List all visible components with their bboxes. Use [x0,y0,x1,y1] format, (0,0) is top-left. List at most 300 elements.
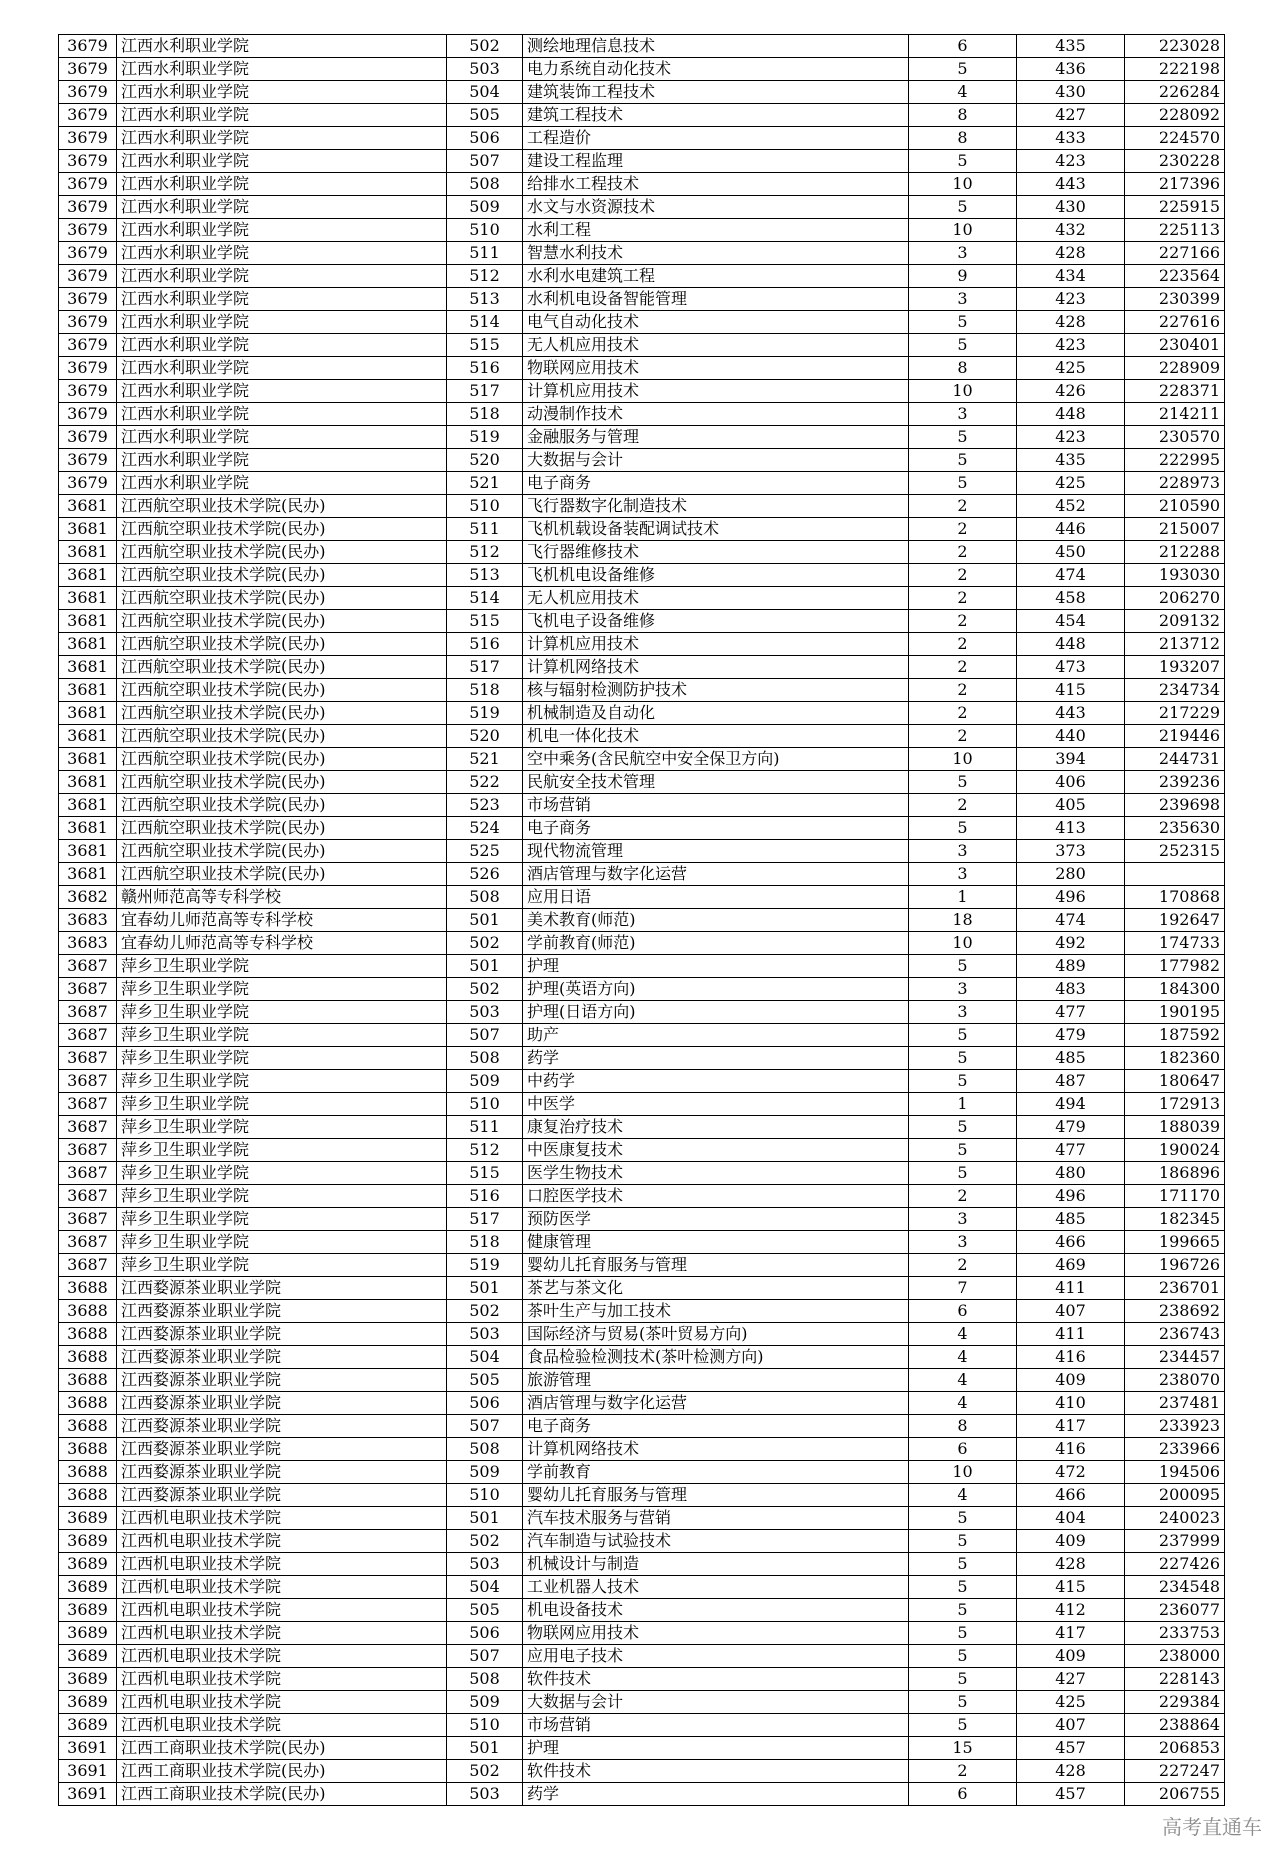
major-code-cell: 512 [447,541,523,564]
school-code-cell: 3689 [59,1691,117,1714]
school-code-cell: 3687 [59,1116,117,1139]
school-name-cell: 江西航空职业技术学院(民办) [117,518,447,541]
plan-count-cell: 5 [909,1553,1017,1576]
major-code-cell: 503 [447,1001,523,1024]
min-score-cell: 435 [1017,35,1125,58]
rank-cell: 234734 [1125,679,1225,702]
rank-cell: 228371 [1125,380,1225,403]
table-row [59,1507,1225,1530]
plan-count-cell: 2 [909,679,1017,702]
major-code-cell: 503 [447,1323,523,1346]
major-name-cell: 婴幼儿托育服务与管理 [523,1484,909,1507]
table-row [59,633,1225,656]
school-code-cell: 3679 [59,173,117,196]
plan-count-cell: 3 [909,1001,1017,1024]
major-code-cell: 514 [447,311,523,334]
table-row [59,909,1225,932]
major-code-cell: 503 [447,1783,523,1806]
major-name-cell: 软件技术 [523,1760,909,1783]
rank-cell: 237481 [1125,1392,1225,1415]
table-row [59,1116,1225,1139]
plan-count-cell: 4 [909,81,1017,104]
table-row [59,1185,1225,1208]
min-score-cell: 496 [1017,886,1125,909]
min-score-cell: 416 [1017,1346,1125,1369]
major-code-cell: 516 [447,1185,523,1208]
school-name-cell: 江西婺源茶业职业学院 [117,1346,447,1369]
school-code-cell: 3681 [59,679,117,702]
min-score-cell: 440 [1017,725,1125,748]
plan-count-cell: 10 [909,1461,1017,1484]
rank-cell: 182360 [1125,1047,1225,1070]
plan-count-cell: 5 [909,1645,1017,1668]
plan-count-cell: 5 [909,449,1017,472]
plan-count-cell: 5 [909,196,1017,219]
school-code-cell: 3687 [59,1093,117,1116]
plan-count-cell: 3 [909,242,1017,265]
table-row [59,1392,1225,1415]
plan-count-cell: 3 [909,1208,1017,1231]
major-code-cell: 504 [447,1576,523,1599]
rank-cell: 193207 [1125,656,1225,679]
school-code-cell: 3687 [59,1162,117,1185]
major-code-cell: 506 [447,1622,523,1645]
plan-count-cell: 5 [909,150,1017,173]
rank-cell: 187592 [1125,1024,1225,1047]
min-score-cell: 410 [1017,1392,1125,1415]
plan-count-cell: 5 [909,1507,1017,1530]
school-name-cell: 萍乡卫生职业学院 [117,1024,447,1047]
table-row [59,265,1225,288]
table-row [59,1714,1225,1737]
school-name-cell: 江西航空职业技术学院(民办) [117,863,447,886]
table-row [59,679,1225,702]
major-name-cell: 机械制造及自动化 [523,702,909,725]
plan-count-cell: 10 [909,219,1017,242]
min-score-cell: 474 [1017,909,1125,932]
major-name-cell: 物联网应用技术 [523,1622,909,1645]
school-name-cell: 萍乡卫生职业学院 [117,1139,447,1162]
major-code-cell: 519 [447,426,523,449]
min-score-cell: 483 [1017,978,1125,1001]
plan-count-cell: 2 [909,564,1017,587]
table-row [59,426,1225,449]
table-row [59,173,1225,196]
school-name-cell: 江西工商职业技术学院(民办) [117,1783,447,1806]
school-code-cell: 3679 [59,219,117,242]
table-row [59,380,1225,403]
major-name-cell: 大数据与会计 [523,1691,909,1714]
table-row [59,840,1225,863]
school-code-cell: 3691 [59,1737,117,1760]
school-code-cell: 3679 [59,311,117,334]
major-code-cell: 502 [447,1530,523,1553]
school-code-cell: 3679 [59,104,117,127]
plan-count-cell: 18 [909,909,1017,932]
rank-cell: 196726 [1125,1254,1225,1277]
rank-cell: 239698 [1125,794,1225,817]
major-name-cell: 护理 [523,955,909,978]
min-score-cell: 443 [1017,173,1125,196]
major-name-cell: 健康管理 [523,1231,909,1254]
rank-cell: 171170 [1125,1185,1225,1208]
school-name-cell: 江西婺源茶业职业学院 [117,1484,447,1507]
major-code-cell: 506 [447,1392,523,1415]
school-name-cell: 江西水利职业学院 [117,196,447,219]
table-row [59,1323,1225,1346]
school-code-cell: 3688 [59,1346,117,1369]
plan-count-cell: 5 [909,1691,1017,1714]
major-code-cell: 523 [447,794,523,817]
major-name-cell: 美术教育(师范) [523,909,909,932]
school-name-cell: 江西水利职业学院 [117,150,447,173]
school-code-cell: 3689 [59,1668,117,1691]
rank-cell: 240023 [1125,1507,1225,1530]
plan-count-cell: 5 [909,426,1017,449]
school-name-cell: 江西水利职业学院 [117,81,447,104]
rank-cell: 184300 [1125,978,1225,1001]
rank-cell: 180647 [1125,1070,1225,1093]
table-row [59,1001,1225,1024]
plan-count-cell: 4 [909,1323,1017,1346]
table-row [59,1484,1225,1507]
plan-count-cell: 2 [909,610,1017,633]
min-score-cell: 457 [1017,1783,1125,1806]
rank-cell: 186896 [1125,1162,1225,1185]
school-code-cell: 3679 [59,127,117,150]
major-name-cell: 飞行器数字化制造技术 [523,495,909,518]
rank-cell: 177982 [1125,955,1225,978]
table-row [59,541,1225,564]
major-name-cell: 汽车技术服务与营销 [523,1507,909,1530]
major-code-cell: 502 [447,932,523,955]
major-code-cell: 505 [447,104,523,127]
school-code-cell: 3687 [59,1024,117,1047]
school-name-cell: 江西婺源茶业职业学院 [117,1415,447,1438]
table-row [59,1254,1225,1277]
major-code-cell: 518 [447,679,523,702]
table-row [59,656,1225,679]
rank-cell: 228092 [1125,104,1225,127]
table-row [59,1208,1225,1231]
plan-count-cell: 6 [909,1783,1017,1806]
table-row [59,1369,1225,1392]
major-name-cell: 无人机应用技术 [523,587,909,610]
major-code-cell: 506 [447,127,523,150]
plan-count-cell: 1 [909,1093,1017,1116]
rank-cell: 236701 [1125,1277,1225,1300]
major-code-cell: 509 [447,1461,523,1484]
rank-cell: 252315 [1125,840,1225,863]
plan-count-cell: 3 [909,288,1017,311]
major-code-cell: 502 [447,978,523,1001]
rank-cell: 215007 [1125,518,1225,541]
school-name-cell: 萍乡卫生职业学院 [117,1185,447,1208]
rank-cell: 225915 [1125,196,1225,219]
school-name-cell: 江西航空职业技术学院(民办) [117,633,447,656]
table-row [59,472,1225,495]
major-name-cell: 市场营销 [523,1714,909,1737]
major-name-cell: 大数据与会计 [523,449,909,472]
major-name-cell: 工业机器人技术 [523,1576,909,1599]
plan-count-cell: 5 [909,1576,1017,1599]
school-code-cell: 3688 [59,1369,117,1392]
table-row [59,81,1225,104]
major-name-cell: 飞机机载设备装配调试技术 [523,518,909,541]
major-code-cell: 501 [447,1277,523,1300]
school-code-cell: 3687 [59,1139,117,1162]
plan-count-cell: 10 [909,173,1017,196]
school-name-cell: 江西航空职业技术学院(民办) [117,817,447,840]
min-score-cell: 477 [1017,1001,1125,1024]
major-code-cell: 521 [447,472,523,495]
plan-count-cell: 2 [909,633,1017,656]
min-score-cell: 373 [1017,840,1125,863]
rank-cell: 235630 [1125,817,1225,840]
major-name-cell: 机电设备技术 [523,1599,909,1622]
major-code-cell: 510 [447,495,523,518]
plan-count-cell: 6 [909,35,1017,58]
plan-count-cell: 5 [909,334,1017,357]
min-score-cell: 485 [1017,1208,1125,1231]
table-row [59,58,1225,81]
table-row [59,1530,1225,1553]
rank-cell: 228143 [1125,1668,1225,1691]
plan-count-cell: 9 [909,265,1017,288]
plan-count-cell: 2 [909,1185,1017,1208]
school-code-cell: 3679 [59,196,117,219]
min-score-cell: 466 [1017,1484,1125,1507]
min-score-cell: 411 [1017,1277,1125,1300]
rank-cell: 224570 [1125,127,1225,150]
major-name-cell: 口腔医学技术 [523,1185,909,1208]
major-code-cell: 519 [447,1254,523,1277]
school-name-cell: 江西工商职业技术学院(民办) [117,1760,447,1783]
rank-cell: 222198 [1125,58,1225,81]
school-code-cell: 3681 [59,541,117,564]
major-name-cell: 医学生物技术 [523,1162,909,1185]
min-score-cell: 487 [1017,1070,1125,1093]
major-code-cell: 501 [447,955,523,978]
rank-cell: 230401 [1125,334,1225,357]
major-name-cell: 计算机网络技术 [523,1438,909,1461]
min-score-cell: 469 [1017,1254,1125,1277]
school-name-cell: 江西水利职业学院 [117,242,447,265]
major-name-cell: 康复治疗技术 [523,1116,909,1139]
major-code-cell: 517 [447,380,523,403]
min-score-cell: 425 [1017,1691,1125,1714]
school-code-cell: 3679 [59,449,117,472]
table-row [59,610,1225,633]
admission-table [58,34,1225,1806]
major-code-cell: 526 [447,863,523,886]
school-code-cell: 3688 [59,1277,117,1300]
school-name-cell: 萍乡卫生职业学院 [117,1116,447,1139]
major-name-cell: 应用日语 [523,886,909,909]
major-code-cell: 505 [447,1599,523,1622]
school-name-cell: 江西航空职业技术学院(民办) [117,748,447,771]
rank-cell: 210590 [1125,495,1225,518]
major-name-cell: 现代物流管理 [523,840,909,863]
table-row [59,357,1225,380]
major-name-cell: 汽车制造与试验技术 [523,1530,909,1553]
plan-count-cell: 5 [909,1116,1017,1139]
major-name-cell: 动漫制作技术 [523,403,909,426]
school-code-cell: 3687 [59,1070,117,1093]
major-code-cell: 507 [447,1645,523,1668]
school-code-cell: 3689 [59,1530,117,1553]
plan-count-cell: 5 [909,1668,1017,1691]
school-name-cell: 江西水利职业学院 [117,173,447,196]
min-score-cell: 415 [1017,1576,1125,1599]
school-code-cell: 3687 [59,1185,117,1208]
school-name-cell: 江西水利职业学院 [117,311,447,334]
min-score-cell: 412 [1017,1599,1125,1622]
school-code-cell: 3681 [59,771,117,794]
table-row [59,1737,1225,1760]
plan-count-cell: 5 [909,1714,1017,1737]
major-name-cell: 电气自动化技术 [523,311,909,334]
plan-count-cell: 1 [909,886,1017,909]
school-code-cell: 3679 [59,81,117,104]
school-name-cell: 江西水利职业学院 [117,472,447,495]
plan-count-cell: 10 [909,748,1017,771]
rank-cell: 244731 [1125,748,1225,771]
rank-cell: 229384 [1125,1691,1225,1714]
min-score-cell: 457 [1017,1737,1125,1760]
plan-count-cell: 10 [909,932,1017,955]
major-code-cell: 509 [447,1070,523,1093]
school-name-cell: 江西水利职业学院 [117,127,447,150]
major-code-cell: 513 [447,288,523,311]
min-score-cell: 423 [1017,334,1125,357]
major-code-cell: 503 [447,58,523,81]
school-code-cell: 3679 [59,472,117,495]
rank-cell: 213712 [1125,633,1225,656]
table-row [59,817,1225,840]
plan-count-cell: 5 [909,1139,1017,1162]
school-name-cell: 江西水利职业学院 [117,380,447,403]
major-code-cell: 515 [447,334,523,357]
school-code-cell: 3681 [59,748,117,771]
plan-count-cell: 5 [909,1530,1017,1553]
plan-count-cell: 4 [909,1484,1017,1507]
plan-count-cell: 2 [909,1760,1017,1783]
major-name-cell: 计算机应用技术 [523,380,909,403]
school-name-cell: 江西婺源茶业职业学院 [117,1392,447,1415]
table-row [59,1093,1225,1116]
school-name-cell: 江西航空职业技术学院(民办) [117,679,447,702]
school-code-cell: 3681 [59,495,117,518]
major-name-cell: 金融服务与管理 [523,426,909,449]
school-name-cell: 江西航空职业技术学院(民办) [117,702,447,725]
major-code-cell: 505 [447,1369,523,1392]
major-name-cell: 给排水工程技术 [523,173,909,196]
rank-cell: 238692 [1125,1300,1225,1323]
table-row [59,1645,1225,1668]
min-score-cell: 485 [1017,1047,1125,1070]
major-code-cell: 501 [447,909,523,932]
major-code-cell: 501 [447,1737,523,1760]
min-score-cell: 446 [1017,518,1125,541]
major-name-cell: 工程造价 [523,127,909,150]
min-score-cell: 428 [1017,1760,1125,1783]
school-name-cell: 江西水利职业学院 [117,219,447,242]
school-name-cell: 江西机电职业技术学院 [117,1622,447,1645]
table-row [59,863,1225,886]
major-name-cell: 智慧水利技术 [523,242,909,265]
school-code-cell: 3688 [59,1392,117,1415]
school-name-cell: 江西机电职业技术学院 [117,1691,447,1714]
major-code-cell: 517 [447,656,523,679]
min-score-cell: 479 [1017,1116,1125,1139]
rank-cell: 172913 [1125,1093,1225,1116]
major-code-cell: 513 [447,564,523,587]
min-score-cell: 417 [1017,1622,1125,1645]
table-row [59,1047,1225,1070]
min-score-cell: 425 [1017,472,1125,495]
table-row [59,219,1225,242]
plan-count-cell: 4 [909,1346,1017,1369]
major-name-cell: 建筑装饰工程技术 [523,81,909,104]
major-name-cell: 水利工程 [523,219,909,242]
min-score-cell: 409 [1017,1369,1125,1392]
school-name-cell: 江西婺源茶业职业学院 [117,1277,447,1300]
major-code-cell: 508 [447,886,523,909]
school-code-cell: 3681 [59,863,117,886]
school-code-cell: 3687 [59,1047,117,1070]
major-code-cell: 525 [447,840,523,863]
school-code-cell: 3681 [59,633,117,656]
school-code-cell: 3681 [59,656,117,679]
major-name-cell: 飞机电子设备维修 [523,610,909,633]
major-code-cell: 519 [447,702,523,725]
rank-cell: 236743 [1125,1323,1225,1346]
plan-count-cell: 15 [909,1737,1017,1760]
school-code-cell: 3679 [59,242,117,265]
major-code-cell: 518 [447,403,523,426]
plan-count-cell: 5 [909,58,1017,81]
major-code-cell: 508 [447,1438,523,1461]
major-code-cell: 507 [447,150,523,173]
plan-count-cell: 5 [909,1622,1017,1645]
major-name-cell: 药学 [523,1047,909,1070]
school-code-cell: 3681 [59,725,117,748]
min-score-cell: 492 [1017,932,1125,955]
plan-count-cell: 5 [909,1599,1017,1622]
major-code-cell: 507 [447,1024,523,1047]
rank-cell: 228973 [1125,472,1225,495]
rank-cell: 239236 [1125,771,1225,794]
school-name-cell: 萍乡卫生职业学院 [117,1162,447,1185]
rank-cell: 206755 [1125,1783,1225,1806]
min-score-cell: 423 [1017,150,1125,173]
school-code-cell: 3679 [59,265,117,288]
school-code-cell: 3683 [59,909,117,932]
major-code-cell: 502 [447,1300,523,1323]
min-score-cell: 494 [1017,1093,1125,1116]
school-name-cell: 江西水利职业学院 [117,104,447,127]
school-code-cell: 3687 [59,955,117,978]
school-name-cell: 江西机电职业技术学院 [117,1645,447,1668]
min-score-cell: 450 [1017,541,1125,564]
rank-cell: 238000 [1125,1645,1225,1668]
table-row [59,242,1225,265]
table-row [59,955,1225,978]
major-code-cell: 509 [447,1691,523,1714]
school-code-cell: 3681 [59,518,117,541]
plan-count-cell: 6 [909,1438,1017,1461]
